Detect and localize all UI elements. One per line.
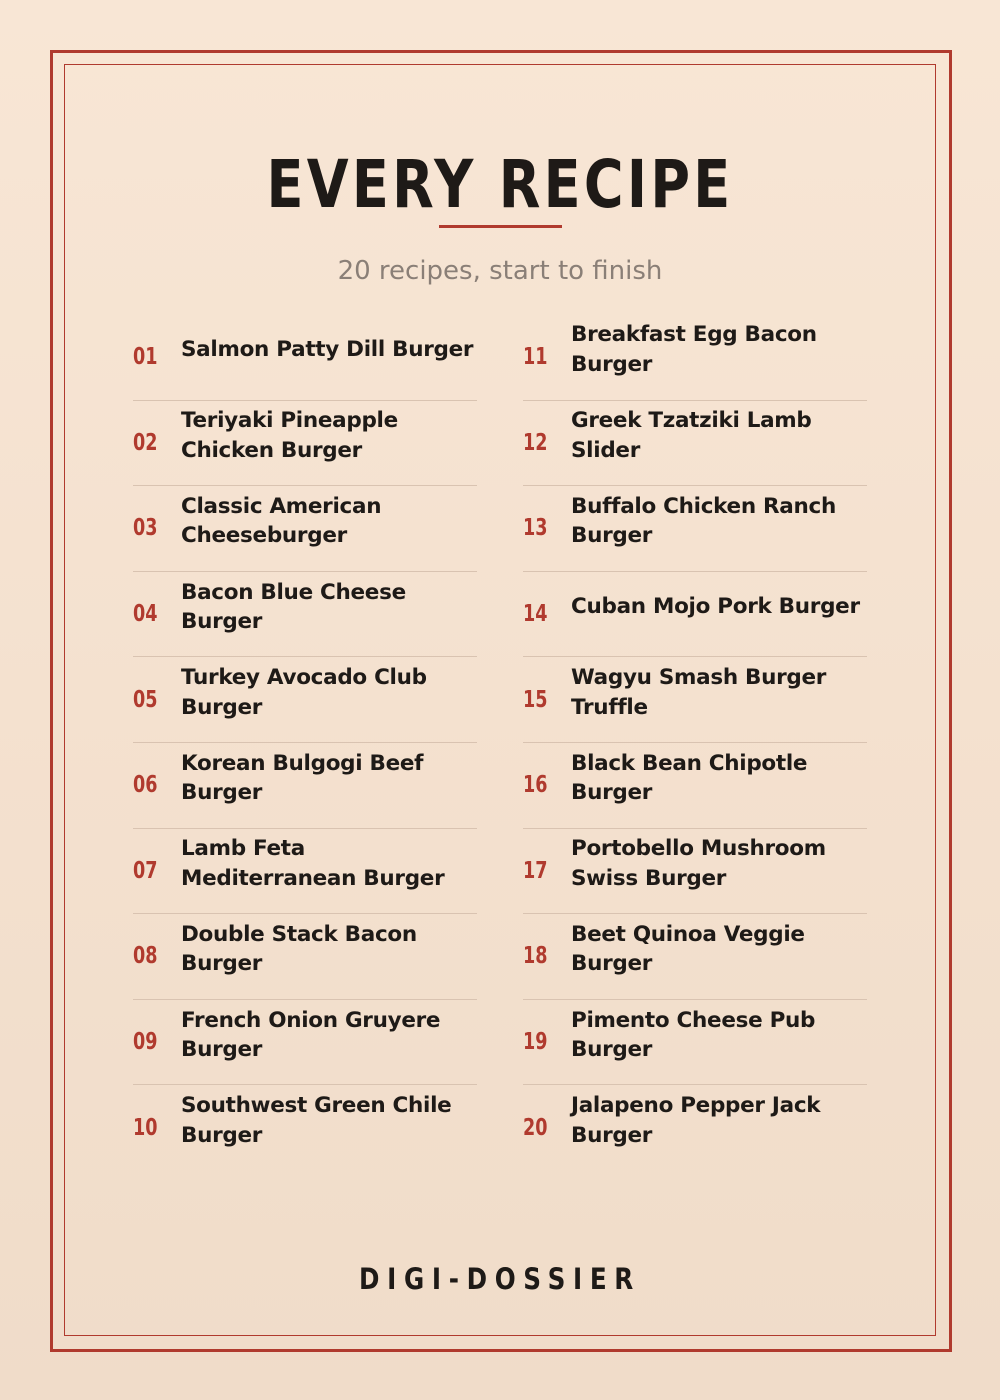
recipe-name: Korean Bulgogi Beef Burger	[181, 750, 424, 806]
recipe-list-item[interactable]	[133, 571, 477, 657]
recipe-name: Wagyu Smash Burger Truffle	[571, 665, 827, 720]
recipe-list-item[interactable]	[133, 485, 477, 571]
recipe-name: Portobello Mushroom Swiss Burger	[571, 836, 826, 891]
recipe-number: 14	[523, 601, 548, 628]
recipe-list-item[interactable]	[133, 999, 477, 1085]
recipe-list-item[interactable]	[523, 1084, 867, 1170]
recipe-number: 01	[133, 343, 158, 370]
recipe-number: 16	[523, 772, 548, 799]
recipe-list-item[interactable]	[133, 314, 477, 400]
recipe-number: 06	[133, 772, 158, 799]
recipe-list-item[interactable]	[133, 828, 477, 914]
recipe-list-item[interactable]	[523, 400, 867, 486]
recipe-number: 13	[523, 515, 548, 542]
recipe-list-item[interactable]	[133, 400, 477, 486]
recipe-list-item[interactable]	[523, 571, 867, 657]
recipe-name: Breakfast Egg Bacon Burger	[571, 322, 817, 377]
recipe-number: 18	[523, 943, 548, 970]
recipe-list-item[interactable]	[133, 1084, 477, 1170]
recipe-list-right	[523, 314, 867, 1170]
recipe-name: Southwest Green Chile Burger	[181, 1093, 452, 1148]
recipe-number: 10	[133, 1114, 158, 1141]
recipe-name: Classic American Cheeseburger	[181, 493, 382, 549]
recipe-list-item[interactable]	[523, 999, 867, 1085]
recipe-list-item[interactable]	[523, 913, 867, 999]
recipe-name: Bacon Blue Cheese Burger	[181, 579, 406, 635]
recipe-name: Teriyaki Pineapple Chicken Burger	[181, 408, 398, 463]
recipe-name: Buffalo Chicken Ranch Burger	[571, 493, 836, 549]
page-subtitle: 20 recipes, start to finish	[337, 256, 663, 286]
recipe-list-item[interactable]	[523, 742, 867, 828]
recipe-number: 02	[133, 429, 158, 456]
recipe-number: 11	[523, 343, 548, 370]
recipe-name: Pimento Cheese Pub Burger	[571, 1007, 816, 1063]
recipe-name: Double Stack Bacon Burger	[181, 921, 417, 977]
recipe-list-item[interactable]	[523, 314, 867, 400]
recipe-list-item[interactable]	[523, 656, 867, 742]
recipe-number: 17	[523, 857, 548, 884]
recipe-number: 09	[133, 1029, 158, 1056]
recipe-name: Black Bean Chipotle Burger	[571, 750, 808, 806]
recipe-list-item[interactable]	[523, 485, 867, 571]
recipe-name: Cuban Mojo Pork Burger	[571, 594, 860, 620]
recipe-number: 12	[523, 429, 548, 456]
recipe-name: Greek Tzatziki Lamb Slider	[571, 408, 812, 463]
recipe-list-item[interactable]	[133, 742, 477, 828]
recipe-number: 03	[133, 515, 158, 542]
recipe-number: 04	[133, 601, 158, 628]
recipe-number: 19	[523, 1029, 548, 1056]
recipe-name: French Onion Gruyere Burger	[181, 1007, 441, 1063]
recipe-list-item[interactable]	[523, 828, 867, 914]
recipe-number: 15	[523, 686, 548, 713]
recipe-name: Lamb Feta Mediterranean Burger	[181, 836, 445, 891]
recipe-name: Jalapeno Pepper Jack Burger	[571, 1093, 821, 1148]
brand-footer: DIGI-DOSSIER	[359, 1262, 641, 1296]
recipe-list-item[interactable]	[133, 913, 477, 999]
recipe-list-left	[133, 314, 477, 1170]
title-underline	[439, 225, 562, 228]
recipe-number: 08	[133, 943, 158, 970]
recipe-number: 07	[133, 857, 158, 884]
recipe-name: Beet Quinoa Veggie Burger	[571, 921, 805, 977]
page-title: EVERY RECIPE	[266, 146, 734, 223]
recipe-name: Salmon Patty Dill Burger	[181, 337, 474, 363]
recipe-number: 05	[133, 686, 158, 713]
recipe-name: Turkey Avocado Club Burger	[181, 665, 427, 720]
recipe-list-item[interactable]	[133, 656, 477, 742]
recipe-number: 20	[523, 1114, 548, 1141]
